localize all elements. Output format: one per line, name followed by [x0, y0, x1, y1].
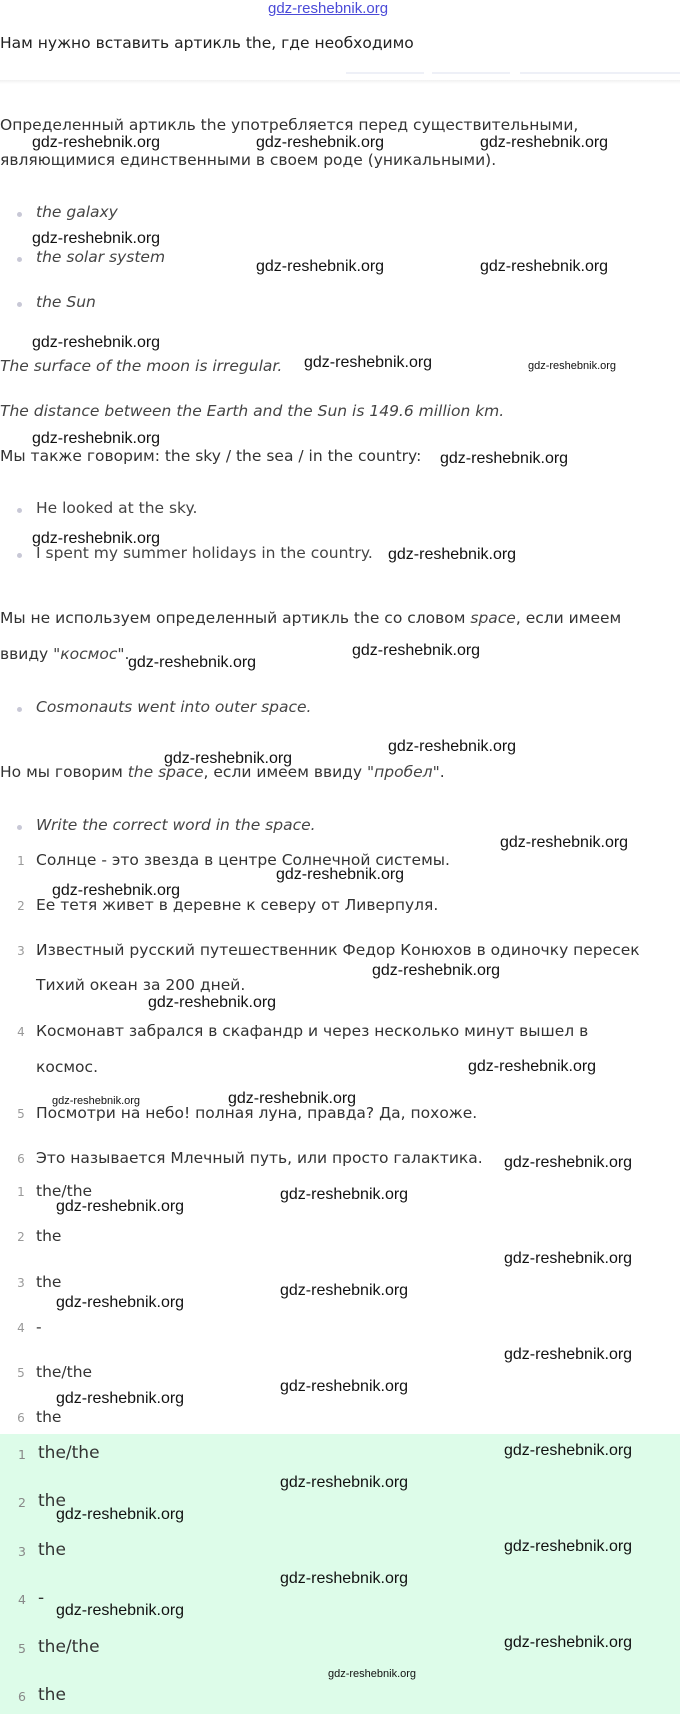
answer-text: the/the — [38, 1637, 100, 1657]
watermark: gdz-reshebnik.org — [440, 450, 569, 467]
watermark: gdz-reshebnik.org — [128, 654, 257, 671]
space-rule-line: ввиду "космос". — [0, 645, 130, 663]
watermark: gdz-reshebnik.org — [148, 994, 277, 1011]
answer-number: 4 — [17, 1321, 25, 1335]
task-number: 6 — [17, 1152, 25, 1166]
watermark: gdz-reshebnik.org — [32, 334, 161, 351]
answer-text: - — [36, 1318, 42, 1336]
task-text: Это называется Млечный путь, или просто галактика. — [36, 1149, 483, 1167]
answer-number: 5 — [18, 1641, 26, 1656]
answer-text: the/the — [36, 1363, 93, 1381]
watermark: gdz-reshebnik.org — [276, 866, 405, 883]
list-item: He looked at the sky. — [36, 499, 198, 517]
watermark: gdz-reshebnik.org — [280, 1570, 409, 1587]
bullet-dot — [17, 825, 22, 830]
watermark: gdz-reshebnik.org — [56, 1602, 185, 1619]
watermark: gdz-reshebnik.org — [32, 530, 161, 547]
watermark: gdz-reshebnik.org — [480, 134, 609, 151]
bullet-dot — [17, 707, 22, 712]
watermark: gdz-reshebnik.org — [352, 642, 481, 659]
watermark: gdz-reshebnik.org — [388, 546, 517, 563]
answer-text: the — [36, 1408, 62, 1426]
watermark: gdz-reshebnik.org — [56, 1198, 185, 1215]
answer-number: 2 — [18, 1495, 26, 1510]
list-item: Write the correct word in the space. — [36, 816, 316, 834]
task-text: Известный русский путешественник Федор Конюхов в одиночку пересек — [36, 941, 640, 959]
watermark: gdz-reshebnik.org — [328, 1668, 417, 1680]
rule-intro-line: Определенный артикль the употребляется перед существительными, — [0, 116, 579, 134]
answer-text: the — [38, 1491, 66, 1511]
answer-number: 4 — [18, 1592, 26, 1607]
answer-text: the/the — [38, 1443, 100, 1463]
watermark: gdz-reshebnik.org — [504, 1154, 633, 1171]
watermark: gdz-reshebnik.org — [280, 1474, 409, 1491]
watermark: gdz-reshebnik.org — [500, 834, 629, 851]
watermark: gdz-reshebnik.org — [32, 430, 161, 447]
watermark: gdz-reshebnik.org — [256, 258, 385, 275]
list-item: Cosmonauts went into outer space. — [36, 698, 312, 716]
tab-strip — [0, 60, 680, 84]
bullet-dot — [17, 553, 22, 558]
watermark: gdz-reshebnik.org — [256, 134, 385, 151]
answer-text: - — [38, 1588, 45, 1608]
task-number: 4 — [17, 1025, 25, 1039]
answer-number: 2 — [17, 1230, 25, 1244]
watermark: gdz-reshebnik.org — [56, 1294, 185, 1311]
watermark: gdz-reshebnik.org — [164, 750, 293, 767]
task-number: 1 — [17, 854, 25, 868]
list-item: I spent my summer holidays in the country. — [36, 544, 373, 562]
watermark: gdz-reshebnik.org — [32, 230, 161, 247]
watermark: gdz-reshebnik.org — [372, 962, 501, 979]
answer-number: 1 — [18, 1447, 26, 1462]
answer-text: the — [38, 1685, 66, 1705]
bullet-dot — [17, 302, 22, 307]
task-text: Солнце - это звезда в центре Солнечной системы. — [36, 851, 450, 869]
page-header: Нам нужно вставить артикль the, где необходимо — [0, 34, 414, 52]
watermark: gdz-reshebnik.org — [52, 1095, 141, 1107]
site-title-link[interactable]: gdz-reshebnik.org — [268, 0, 389, 17]
watermark: gdz-reshebnik.org — [504, 1634, 633, 1651]
task-number: 5 — [17, 1107, 25, 1121]
task-text: Космонавт забрался в скафандр и через несколько минут вышел в — [36, 1022, 589, 1040]
watermark: gdz-reshebnik.org — [32, 134, 161, 151]
answer-text: the/the — [36, 1182, 93, 1200]
bullet-dot — [17, 212, 22, 217]
watermark: gdz-reshebnik.org — [52, 882, 181, 899]
watermark: gdz-reshebnik.org — [504, 1442, 633, 1459]
answer-number: 6 — [18, 1689, 26, 1704]
answer-text: the — [38, 1540, 66, 1560]
rule-intro-line: являющимися единственными в своем роде (уникальными). — [0, 151, 497, 169]
watermark: gdz-reshebnik.org — [56, 1506, 185, 1523]
example-sentence: The surface of the moon is irregular. — [0, 357, 283, 375]
task-number: 2 — [17, 899, 25, 913]
watermark: gdz-reshebnik.org — [388, 738, 517, 755]
watermark: gdz-reshebnik.org — [280, 1186, 409, 1203]
watermark: gdz-reshebnik.org — [468, 1058, 597, 1075]
watermark: gdz-reshebnik.org — [280, 1378, 409, 1395]
watermark: gdz-reshebnik.org — [56, 1390, 185, 1407]
task-text: Тихий океан за 200 дней. — [36, 976, 246, 994]
answer-number: 1 — [17, 1185, 25, 1199]
example-sentence: The distance between the Earth and the Sun is 149.6 million km. — [0, 402, 505, 420]
watermark: gdz-reshebnik.org — [280, 1282, 409, 1299]
watermark: gdz-reshebnik.org — [480, 258, 609, 275]
answer-number: 5 — [17, 1366, 25, 1380]
space-rule-line: Но мы говорим the space, если имеем ввиду "пробел". — [0, 763, 445, 781]
task-text: Ее тетя живет в деревне к северу от Ливерпуля. — [36, 896, 439, 914]
also-say-text: Мы также говорим: the sky / the sea / in the country: — [0, 447, 422, 465]
answer-text: the — [36, 1273, 62, 1291]
task-text: космос. — [36, 1058, 98, 1076]
task-number: 3 — [17, 944, 25, 958]
bullet-dot — [17, 257, 22, 262]
space-rule-line: Мы не используем определенный артикль the со словом space, если имеем — [0, 609, 622, 627]
watermark: gdz-reshebnik.org — [228, 1090, 357, 1107]
answer-number: 3 — [18, 1544, 26, 1559]
watermark: gdz-reshebnik.org — [504, 1250, 633, 1267]
watermark: gdz-reshebnik.org — [504, 1346, 633, 1363]
watermark: gdz-reshebnik.org — [304, 354, 433, 371]
watermark: gdz-reshebnik.org — [528, 360, 617, 372]
bullet-dot — [17, 508, 22, 513]
watermark: gdz-reshebnik.org — [504, 1538, 633, 1555]
list-item: the solar system — [36, 248, 166, 266]
answer-number: 3 — [17, 1276, 25, 1290]
answer-text: the — [36, 1227, 62, 1245]
list-item: the Sun — [36, 293, 96, 311]
list-item: the galaxy — [36, 203, 118, 221]
answer-number: 6 — [17, 1411, 25, 1425]
task-text: Посмотри на небо! полная луна, правда? Да, похоже. — [36, 1104, 478, 1122]
